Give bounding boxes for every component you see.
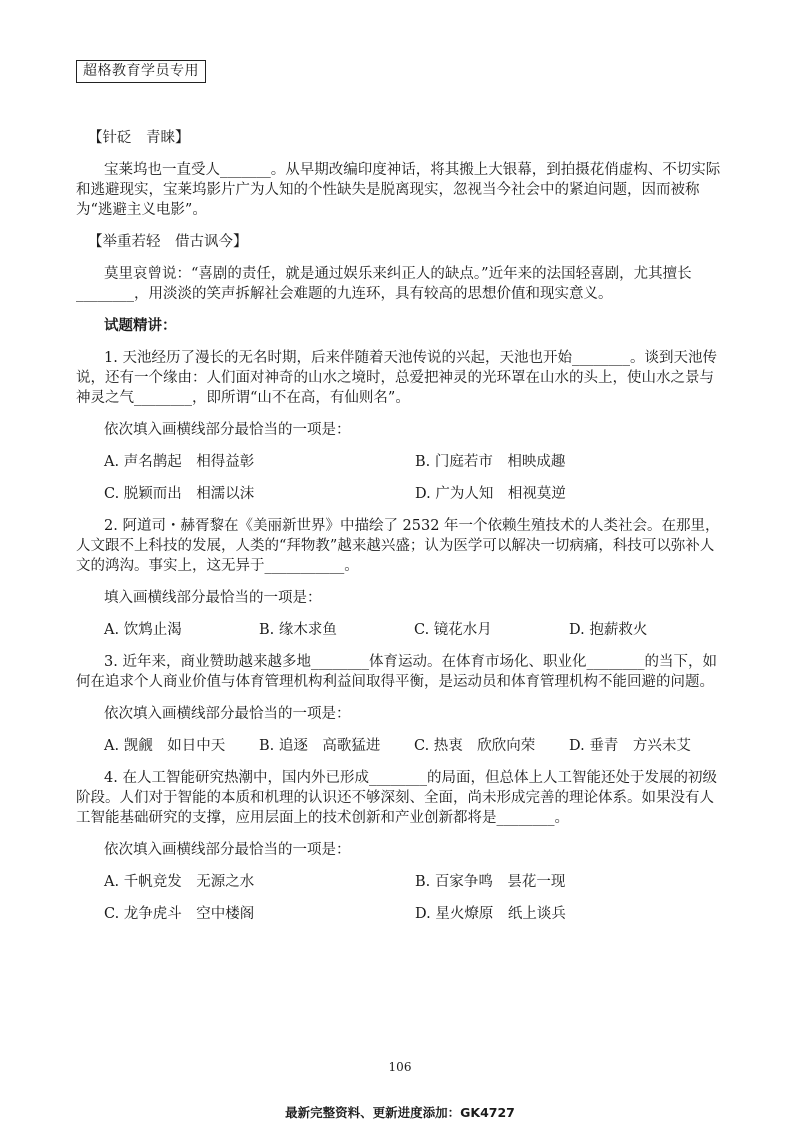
option-c: C. 龙争虎斗 空中楼阁 — [104, 906, 255, 922]
option-a: A. 饮鸩止渴 — [104, 622, 182, 638]
page-number: 106 — [388, 1060, 412, 1074]
paragraph-2: 莫里哀曾说：“喜剧的责任，就是通过娱乐来纠正人的缺点。”近年来的法国轻喜剧，尤其擅长________，用淡淡的笑声拆解社会难题的九连环，具有较高的思想价值和现实意义。 — [76, 266, 692, 302]
question-1-options — [76, 452, 726, 504]
section-heading: 试题精讲： — [104, 317, 177, 334]
option-a: A. 觊觎 如日中天 — [104, 738, 226, 754]
question-4-prompt: 依次填入画横线部分最恰当的一项是： — [104, 842, 351, 858]
footer-note: 最新完整资料、更新进度添加：GK4727 — [285, 1105, 515, 1120]
option-d: D. 垂青 方兴未艾 — [569, 738, 691, 754]
option-d: D. 广为人知 相视莫逆 — [415, 486, 566, 502]
option-b: B. 缘木求鱼 — [259, 622, 337, 638]
option-a: A. 声名鹊起 相得益彰 — [104, 454, 255, 470]
option-c: C. 脱颖而出 相濡以沫 — [104, 486, 255, 502]
option-c: C. 热衷 欣欣向荣 — [414, 738, 536, 754]
option-b: B. 百家争鸣 昙花一现 — [415, 874, 566, 890]
page-content — [76, 128, 726, 936]
option-c: C. 镜花水月 — [414, 622, 492, 638]
question-1-prompt: 依次填入画横线部分最恰当的一项是： — [104, 422, 351, 438]
question-4: 4. 在人工智能研究热潮中，国内外已形成________的局面，但总体上人工智能还处于发展的初级阶段。人们对于智能的本质和机理的认识还不够深刻、全面，尚未形成完善的理论体系。如果没有人工智能基础研究的支撑，应用层面上的技术创新和产业创新都将是________。 — [76, 770, 717, 826]
option-a: A. 千帆竞发 无源之水 — [104, 874, 255, 890]
option-d: D. 星火燎原 纸上谈兵 — [415, 906, 566, 922]
option-d: D. 抱薪救火 — [569, 622, 648, 638]
question-4-options — [76, 872, 726, 924]
option-b: B. 追逐 高歌猛进 — [259, 738, 381, 754]
section-tag-2: 【举重若轻 借古讽今】 — [88, 234, 248, 250]
option-b: B. 门庭若市 相映成趣 — [415, 454, 566, 470]
header-stamp: 超格教育学员专用 — [76, 60, 206, 83]
paragraph-1: 宝莱坞也一直受人_______。从早期改编印度神话，将其搬上大银幕，到拍摄花俏虚构、不切实际和逃避现实，宝莱坞影片广为人知的个性缺失是脱离现实，忽视当今社会中的紧迫问题，因而被称为“逃避主义电影”。 — [76, 162, 721, 218]
question-2: 2. 阿道司・赫胥黎在《美丽新世界》中描绘了 2532 年一个依赖生殖技术的人类社会。在那里，人文跟不上科技的发展，人类的“拜物教”越来越兴盛；认为医学可以解决一切病痛，科技可以弥补人文的鸿沟。事实上，这无异于___________。 — [76, 518, 720, 574]
question-2-prompt: 填入画横线部分最恰当的一项是： — [104, 590, 322, 606]
question-3-options — [76, 736, 726, 756]
question-3: 3. 近年来，商业赞助越来越多地________体育运动。在体育市场化、职业化________的当下，如何在追求个人商业价值与体育管理机构利益间取得平衡，是运动员和体育管理机构不能回避的问题。 — [76, 654, 717, 690]
question-1: 1. 天池经历了漫长的无名时期，后来伴随着天池传说的兴起，天池也开始________。谈到天池传说，还有一个缘由：人们面对神奇的山水之境时，总爱把神灵的光环罩在山水的头上，使山水之景与神灵之气________，即所谓“山不在高，有仙则名”。 — [76, 350, 717, 406]
question-2-options — [76, 620, 726, 640]
section-tag-1: 【针砭 青睐】 — [88, 130, 190, 146]
question-3-prompt: 依次填入画横线部分最恰当的一项是： — [104, 706, 351, 722]
